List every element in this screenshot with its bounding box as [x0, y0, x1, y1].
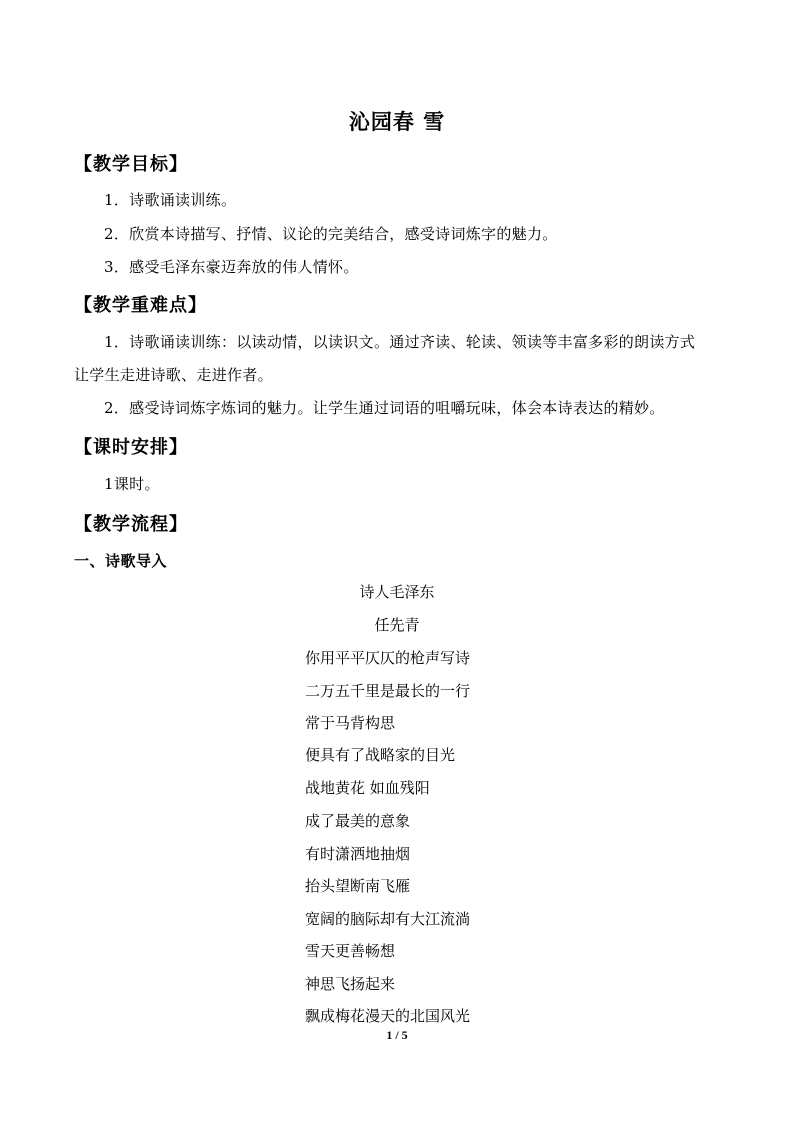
goal-item-2: 2．欣赏本诗描写、抒情、议论的完美结合，感受诗词炼字的魅力。	[104, 225, 558, 243]
poem-line: 便具有了战略家的目光	[305, 746, 456, 764]
poem-line: 宽阔的脑际却有大江流淌	[305, 910, 471, 928]
key-point-1-line-1: 1．诗歌诵读训练：以读动情，以读识文。通过齐读、轮读、领读等丰富多彩的朗读方式	[104, 333, 696, 351]
poem-title: 诗人毛泽东	[359, 583, 435, 601]
poem-line: 抬头望断南飞雁	[305, 877, 411, 895]
heading-schedule: 【课时安排】	[74, 437, 188, 458]
heading-key-points: 【教学重难点】	[74, 295, 207, 316]
page-title: 沁园春 雪	[348, 109, 446, 134]
poem-line: 常于马背构思	[305, 714, 396, 732]
poem-line: 二万五千里是最长的一行	[305, 682, 471, 700]
poem-line: 成了最美的意象	[305, 812, 411, 830]
subsection-poem-intro: 一、诗歌导入	[74, 552, 168, 570]
key-point-1-line-2: 让学生走进诗歌、走进作者。	[74, 366, 273, 384]
goal-item-3: 3．感受毛泽东豪迈奔放的伟人情怀。	[104, 258, 359, 276]
goal-item-1: 1．诗歌诵读训练。	[104, 191, 237, 209]
heading-teaching-goals: 【教学目标】	[74, 154, 188, 175]
poem-line: 你用平平仄仄的枪声写诗	[305, 649, 471, 667]
poem-author: 任先青	[374, 616, 420, 634]
page-number: 1 / 5	[386, 1028, 408, 1042]
heading-teaching-flow: 【教学流程】	[74, 514, 188, 535]
poem-line: 神思飞扬起来	[305, 975, 396, 993]
poem-line: 战地黄花 如血残阳	[305, 779, 430, 797]
poem-line: 雪天更善畅想	[305, 942, 396, 960]
poem-line: 飘成梅花漫天的北国风光	[305, 1007, 471, 1025]
poem-line: 有时潇洒地抽烟	[305, 845, 411, 863]
key-point-2: 2．感受诗词炼字炼词的魅力。让学生通过词语的咀嚼玩味，体会本诗表达的精妙。	[104, 399, 665, 417]
schedule-text: 1课时。	[104, 475, 160, 493]
